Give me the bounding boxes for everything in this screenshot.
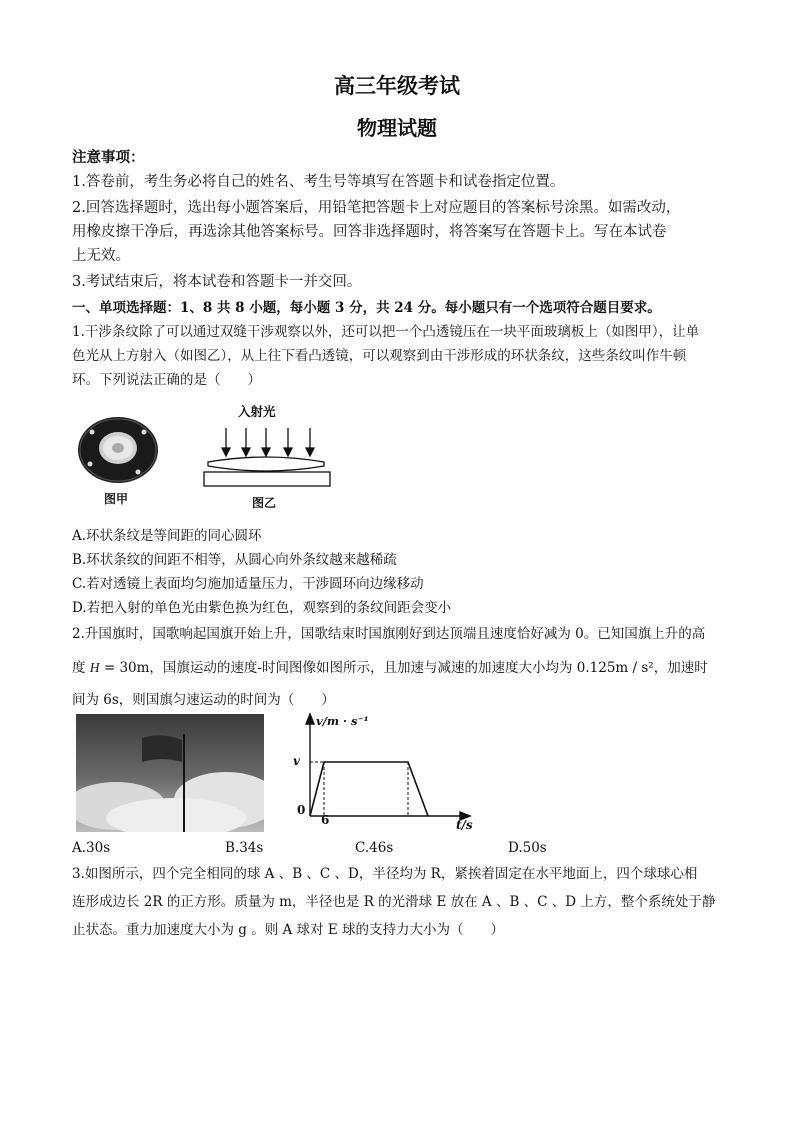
q1-line-2: 色光从上方射入（如图乙），从上往下看凸透镜，可以观察到由干涉形成的环状条纹，这些条纹叫作牛顿 xyxy=(72,348,687,364)
q1-option-a: A.环状条纹是等间距的同心圆环 xyxy=(72,528,262,544)
q3-line-3: 止状态。重力加速度大小为 g 。则 A 球对 E 球的支持力大小为（ ） xyxy=(72,922,504,938)
graph-y-axis-label: v/m · s⁻¹ xyxy=(316,714,369,728)
q3-line-2: 连形成边长 2R 的正方形。质量为 m，半径也是 R 的光滑球 E 放在 A 、B 、C 、D 上方，整个系统处于静 xyxy=(72,894,716,910)
notice-item-1: 1.答卷前，考生务必将自己的姓名、考生号等填写在答题卡和试卷指定位置。 xyxy=(72,174,565,190)
graph-v-tick: v xyxy=(293,754,300,768)
q1-option-d: D.若把入射的单色光由紫色换为红色，观察到的条纹间距会变小 xyxy=(72,600,452,616)
q1-line-3: 环。下列说法正确的是（ ） xyxy=(72,372,261,388)
graph-origin: 0 xyxy=(297,803,306,817)
q2-line-3: 间为 6s，则国旗匀速运动的时间为（ ） xyxy=(72,692,335,708)
notice-item-2-line-1: 2.回答选择题时，选出每小题答案后，用铅笔把答题卡上对应题目的答案标号涂黑。如需改动， xyxy=(72,200,681,216)
section-heading: 一、单项选择题：1、8 共 8 小题，每小题 3 分，共 24 分。每小题只有一个选项符合题目要求。 xyxy=(72,300,661,316)
q2-option-c: C.46s xyxy=(355,840,394,856)
graph-x-axis-label: t/s xyxy=(456,818,473,832)
q2-line-2-prefix: 度 xyxy=(72,660,86,676)
q1-option-c: C.若对透镜上表面均匀施加适量压力，干涉圆环向边缘移动 xyxy=(72,576,424,592)
subject-title: 物理试题 xyxy=(357,116,437,140)
graph-x-tick-6: 6 xyxy=(321,813,330,827)
velocity-time-graph xyxy=(288,712,474,834)
notice-item-2-line-2: 用橡皮擦干净后，再选涂其他答案标号。回答非选择题时，将答案写在答题卡上。写在本试卷 xyxy=(72,224,667,240)
figure-b-label: 入射光 xyxy=(238,404,276,419)
notice-item-2-line-3: 上无效。 xyxy=(72,248,130,264)
q1-option-b: B.环状条纹的间距不相等，从圆心向外条纹越来越稀疏 xyxy=(72,552,397,568)
q2-line-2-rest: = 30m，国旗运动的速度-时间图像如图所示，且加速与减速的加速度大小均为 0.125m / s²，加速时 xyxy=(99,660,708,676)
figure-a-lens-photo xyxy=(76,412,160,484)
figure-b-caption: 图乙 xyxy=(252,496,277,510)
q1-line-1: 1.干涉条纹除了可以通过双缝干涉观察以外，还可以把一个凸透镜压在一块平面玻璃板上（如图甲），让单 xyxy=(72,324,700,340)
notice-item-3: 3.考试结束后，将本试卷和答题卡一并交回。 xyxy=(72,274,362,290)
exam-title: 高三年级考试 xyxy=(334,73,460,98)
q2-line-2 xyxy=(72,658,732,678)
q2-option-a: A.30s xyxy=(72,840,111,856)
flag-photo xyxy=(76,714,264,832)
q2-option-d: D.50s xyxy=(508,840,547,856)
q2-line-1: 2.升国旗时，国歌响起国旗开始上升，国歌结束时国旗刚好到达顶端且速度恰好减为 0。已知国旗上升的高 xyxy=(72,626,706,642)
notice-heading: 注意事项： xyxy=(72,149,145,166)
q2-var-h: H xyxy=(89,660,100,675)
figure-a-caption: 图甲 xyxy=(104,492,129,506)
q2-option-b: B.34s xyxy=(225,840,264,856)
q3-line-1: 3.如图所示，四个完全相同的球 A 、B 、C 、D，半径均为 R，紧挨着固定在水平地面上，四个球球心相 xyxy=(72,866,698,882)
